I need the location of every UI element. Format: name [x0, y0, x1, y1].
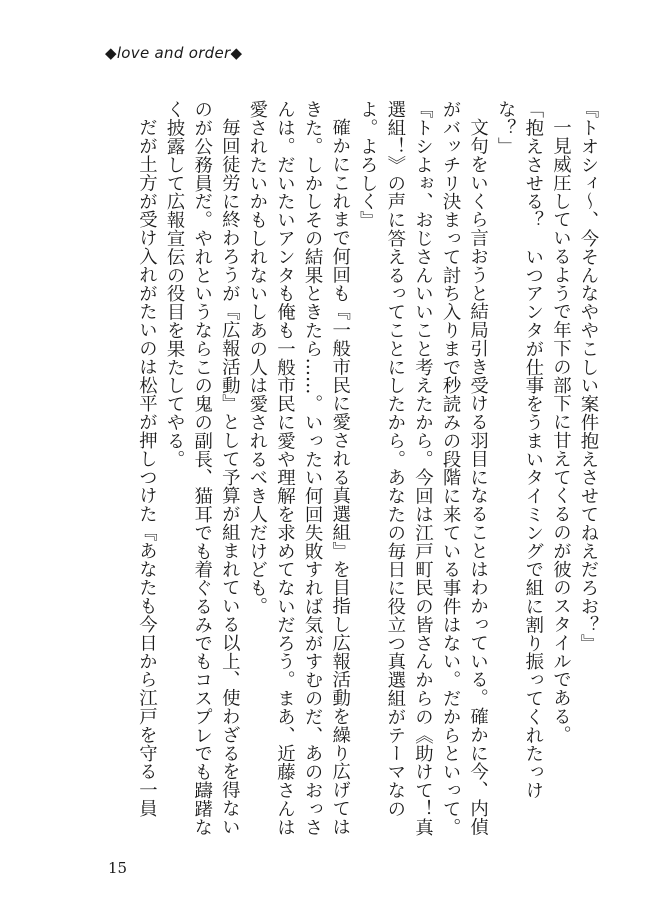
paragraph: 『トシよぉ、おじさんいいこと考えたから。今回は江戸町民の皆さんからの《助けて！真選組！》の声に答えるってことにしたから。あなたの毎日に役立つ真選組がテーマなのよ。よろしく』 [357, 100, 434, 836]
paragraph: 毎回徒労に終わろうが『広報活動』として予算が組まれている以上、使わざるを得ないのが公務員だ。やれというならこの鬼の副長、猫耳でも着ぐるみでもコスプレでも躊躇なく披露して広報宣伝の役目を果たしてやる。 [164, 100, 241, 836]
paragraph: 「抱えさせる？ いつアンタが仕事をうまいタイミングで組に割り振ってくれたっけな？」 [495, 100, 544, 800]
paragraph: 文句をいくら言おうと結局引き受ける羽目になることはわかっている。確かに今、内偵がバッチリ決まって討ち入りまで秒読みの段階に来ている事件はない。だからといって。 [440, 100, 489, 836]
body-text [133, 100, 602, 840]
running-title: ◆love and order◆ [105, 44, 243, 62]
paragraph: 『トオシィ〜、今そんなややこしい案件抱えさせてねえだろお？』 [578, 100, 599, 652]
paragraph: 確かにこれまで何回も『一般市民に愛される真選組』を目指し広報活動を繰り広げてはきた。しかしその結果ときたら……。いったい何回失敗すれば気がすむのだ、あのおっさんは。だいたいアンタも俺も一般市民に愛や理解を求めてないだろう。まあ、近藤さんは愛されたいかもしれないしあの人は愛されるべき人だけども。 [246, 100, 351, 836]
page-number: 15 [108, 859, 128, 877]
paragraph: 一見威圧しているようで年下の部下に甘えてくるのが彼のスタイルである。 [550, 118, 572, 744]
paragraph: だが土方が受け入れがたいのは松平が押しつけた『あなたも今日から江戸を守る一員 [136, 118, 158, 818]
